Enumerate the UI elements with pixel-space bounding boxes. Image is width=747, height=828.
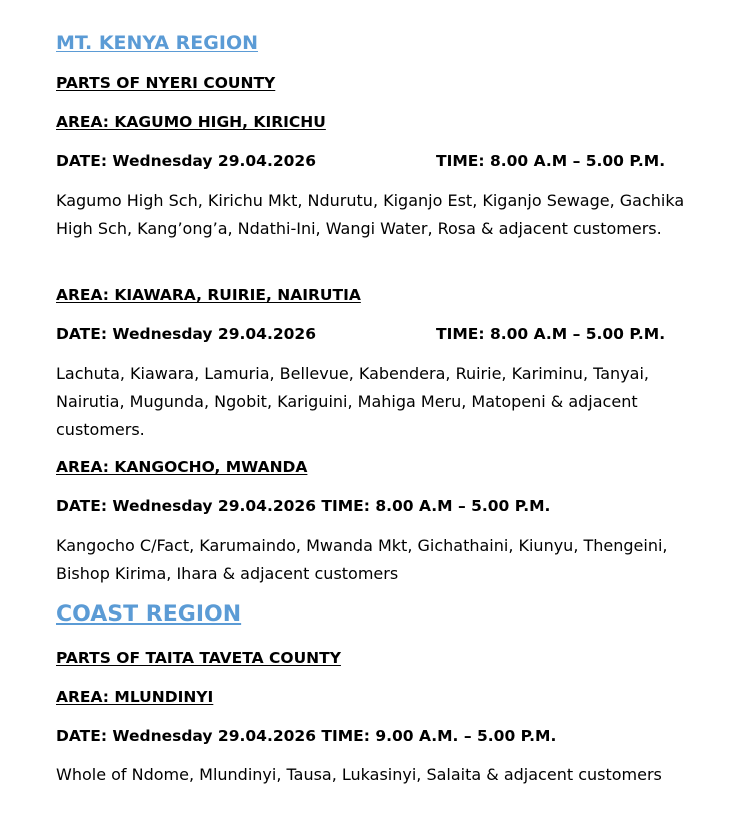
dateline-kagumo — [56, 152, 666, 170]
dateline-mlundinyi: DATE: Wednesday 29.04.2026 TIME: 9.00 A.M. – 5.00 P.M. — [56, 727, 557, 745]
area-heading-kiawara: AREA: KIAWARA, RUIRIE, NAIRUTIA — [56, 286, 361, 304]
date-kagumo: DATE: Wednesday 29.04.2026 — [56, 152, 316, 170]
date-kiawara: DATE: Wednesday 29.04.2026 — [56, 325, 316, 343]
places-kiawara: Lachuta, Kiawara, Lamuria, Bellevue, Kabendera, Ruirie, Kariminu, Tanyai, Nairutia, Mugunda, Ngobit, Kariguini, Mahiga Meru, Matopeni & adjacent customers. — [56, 364, 649, 439]
places-kangocho: Kangocho C/Fact, Karumaindo, Mwanda Mkt, Gichathaini, Kiunyu, Thengeini, Bishop Kirima, Ihara & adjacent customers — [56, 536, 668, 583]
area-heading-kangocho: AREA: KANGOCHO, MWANDA — [56, 458, 308, 476]
time-kagumo: TIME: 8.00 A.M – 5.00 P.M. — [436, 152, 666, 170]
dateline-kangocho: DATE: Wednesday 29.04.2026 TIME: 8.00 A.M – 5.00 P.M. — [56, 497, 551, 515]
area-heading-mlundinyi: AREA: MLUNDINYI — [56, 688, 214, 706]
places-kagumo: Kagumo High Sch, Kirichu Mkt, Ndurutu, Kiganjo Est, Kiganjo Sewage, Gachika High Sch, Kang’ong’a, Ndathi-Ini, Wangi Water, Rosa & adjacent customers. — [56, 191, 685, 238]
county-heading-nyeri: PARTS OF NYERI COUNTY — [56, 74, 276, 92]
places-mlundinyi: Whole of Ndome, Mlundinyi, Tausa, Lukasinyi, Salaita & adjacent customers — [56, 765, 662, 784]
area-heading-kagumo: AREA: KAGUMO HIGH, KIRICHU — [56, 113, 326, 131]
region-heading-coast: COAST REGION — [56, 602, 242, 627]
time-kiawara: TIME: 8.00 A.M – 5.00 P.M. — [436, 325, 666, 343]
dateline-kiawara — [56, 325, 666, 343]
region-heading-mt-kenya: MT. KENYA REGION — [56, 32, 259, 54]
county-heading-taita-taveta: PARTS OF TAITA TAVETA COUNTY — [56, 649, 341, 667]
